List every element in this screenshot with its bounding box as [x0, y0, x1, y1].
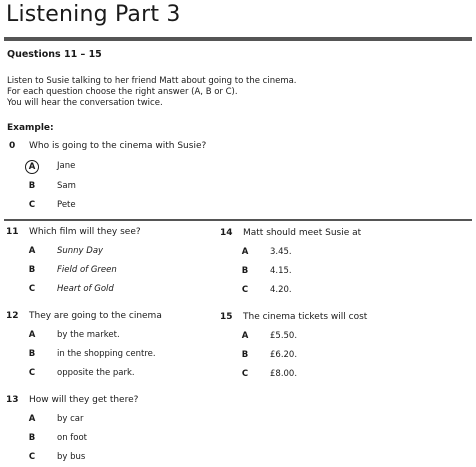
- question-text: Who is going to the cinema with Susie?: [29, 141, 207, 151]
- option-text: 3.45.: [270, 247, 292, 257]
- option-letter[interactable]: C: [28, 200, 36, 210]
- option-text: Field of Green: [57, 265, 117, 275]
- option-letter[interactable]: B: [28, 265, 36, 275]
- question-number: 11: [6, 227, 19, 237]
- option-letter[interactable]: C: [28, 452, 36, 462]
- instruction-line: Listen to Susie talking to her friend Matt about going to the cinema.: [7, 76, 297, 86]
- option-letter[interactable]: C: [28, 368, 36, 378]
- questions-heading: Questions 11 – 15: [7, 49, 102, 60]
- option-letter[interactable]: A: [28, 414, 36, 424]
- question-number: 15: [220, 312, 233, 322]
- instructions: [7, 76, 297, 109]
- option-letter[interactable]: B: [28, 181, 36, 191]
- option-letter[interactable]: B: [241, 266, 249, 276]
- option-text: £6.20.: [270, 350, 298, 360]
- option-text: by the market.: [57, 330, 120, 340]
- option-text: Heart of Gold: [57, 284, 114, 294]
- option-text: 4.15.: [270, 266, 292, 276]
- question-number: 12: [6, 311, 19, 321]
- instruction-line: You will hear the conversation twice.: [7, 98, 163, 108]
- option-letter[interactable]: C: [241, 369, 249, 379]
- option-text: by bus: [57, 452, 86, 462]
- question-number: 14: [220, 228, 233, 238]
- question-number: 0: [9, 141, 16, 151]
- option-letter[interactable]: A: [241, 331, 249, 341]
- title-rule: [4, 37, 472, 41]
- question-text: They are going to the cinema: [29, 311, 162, 321]
- option-text: Pete: [57, 200, 76, 210]
- option-letter[interactable]: C: [241, 285, 249, 295]
- option-letter[interactable]: A: [28, 246, 36, 256]
- option-text: by car: [57, 414, 84, 424]
- option-text: on foot: [57, 433, 88, 443]
- option-text: opposite the park.: [57, 368, 135, 378]
- option-text: £8.00.: [270, 369, 298, 379]
- option-letter[interactable]: B: [241, 350, 249, 360]
- question-text: How will they get there?: [29, 395, 139, 405]
- page-title: Listening Part 3: [6, 2, 181, 27]
- instruction-line: For each question choose the right answer (A, B or C).: [7, 87, 238, 97]
- option-letter[interactable]: A: [28, 330, 36, 340]
- section-divider: [4, 219, 472, 221]
- question-text: Which film will they see?: [29, 227, 141, 237]
- question-text: Matt should meet Susie at: [243, 228, 362, 238]
- option-text: in the shopping centre.: [57, 349, 156, 359]
- option-text: Jane: [57, 161, 76, 171]
- option-text: Sam: [57, 181, 76, 191]
- question-number: 13: [6, 395, 19, 405]
- option-letter[interactable]: B: [28, 349, 36, 359]
- option-text: 4.20.: [270, 285, 292, 295]
- question-text: The cinema tickets will cost: [243, 312, 368, 322]
- option-text: Sunny Day: [57, 246, 104, 256]
- option-letter[interactable]: B: [28, 433, 36, 443]
- option-letter[interactable]: A: [241, 247, 249, 257]
- selected-answer-circle[interactable]: A: [25, 160, 39, 174]
- option-text: £5.50.: [270, 331, 298, 341]
- option-letter[interactable]: C: [28, 284, 36, 294]
- example-label: Example:: [7, 123, 54, 133]
